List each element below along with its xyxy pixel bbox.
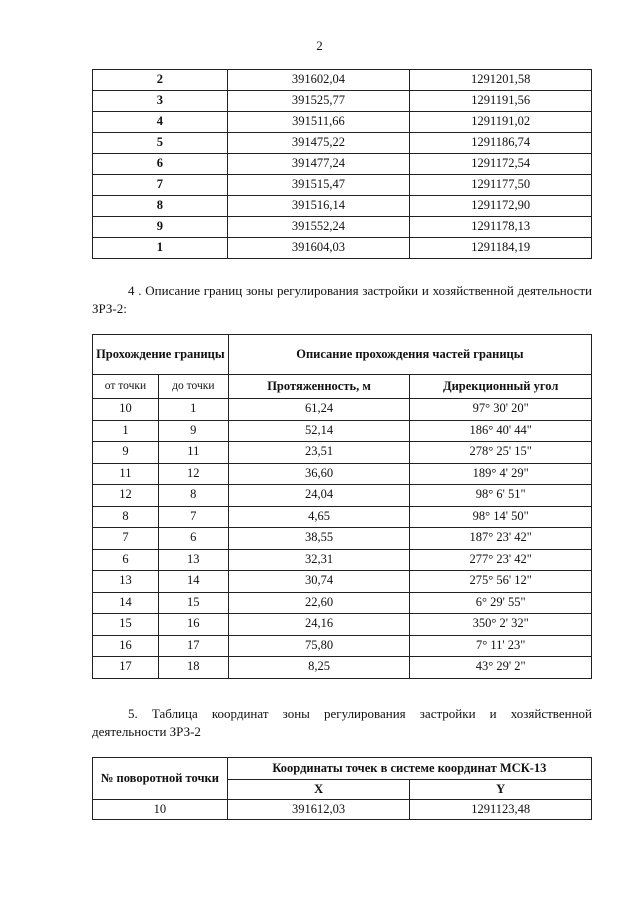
table-cell: 24,04 <box>228 485 410 507</box>
table-cell: 38,55 <box>228 528 410 550</box>
table-cell: 24,16 <box>228 614 410 636</box>
table-cell: 6 <box>158 528 228 550</box>
table-row <box>93 614 592 636</box>
coordinates-table-continued <box>92 69 592 259</box>
page-number: 2 <box>316 38 323 53</box>
header-x: X <box>227 780 410 800</box>
table-cell: 15 <box>93 614 159 636</box>
table-cell: 6° 29' 55" <box>410 592 592 614</box>
table-row <box>93 592 592 614</box>
table-cell: 7 <box>158 506 228 528</box>
table-cell: 13 <box>93 571 159 593</box>
table-cell: 278° 25' 15" <box>410 442 592 464</box>
table-cell: 9 <box>158 420 228 442</box>
table-row <box>93 506 592 528</box>
header-point-number: № поворотной точки <box>93 758 228 800</box>
table-cell: 4 <box>93 112 228 133</box>
table-cell: 391602,04 <box>227 70 410 91</box>
table-cell: 10 <box>93 800 228 820</box>
table-cell: 61,24 <box>228 399 410 421</box>
table-cell: 98° 14' 50" <box>410 506 592 528</box>
table-cell: 17 <box>158 635 228 657</box>
table-cell: 1291178,13 <box>410 217 592 238</box>
table-cell: 6 <box>93 549 159 571</box>
table-cell: 1 <box>158 399 228 421</box>
table-cell: 32,31 <box>228 549 410 571</box>
table-cell: 11 <box>93 463 159 485</box>
table-cell: 75,80 <box>228 635 410 657</box>
zone-coordinates-table <box>92 757 592 820</box>
table-cell: 13 <box>158 549 228 571</box>
table-row <box>93 420 592 442</box>
table-row <box>93 133 592 154</box>
table-cell: 1291184,19 <box>410 238 592 259</box>
table-cell: 8,25 <box>228 657 410 679</box>
table-cell: 43° 29' 2" <box>410 657 592 679</box>
header-angle: Дирекционный угол <box>410 375 592 399</box>
table-cell: 12 <box>93 485 159 507</box>
table-row <box>93 175 592 196</box>
table-cell: 9 <box>93 217 228 238</box>
table-cell: 7 <box>93 175 228 196</box>
table-row <box>93 463 592 485</box>
table-row <box>93 571 592 593</box>
table-cell: 14 <box>93 592 159 614</box>
table-row <box>93 800 592 820</box>
table-cell: 9 <box>93 442 159 464</box>
table-cell: 97° 30' 20" <box>410 399 592 421</box>
table-cell: 1291186,74 <box>410 133 592 154</box>
table-cell: 7° 11' 23" <box>410 635 592 657</box>
table-cell: 6 <box>93 154 228 175</box>
table-cell: 350° 2' 32" <box>410 614 592 636</box>
table-cell: 391525,77 <box>227 91 410 112</box>
table-cell: 22,60 <box>228 592 410 614</box>
header-coordinates: Координаты точек в системе координат МСК-13 <box>227 758 591 780</box>
section-5-paragraph: 5. Таблица координат зоны регулирования застройки и хозяйственной деятельности ЗРЗ-2 <box>92 706 592 739</box>
boundary-description-table <box>92 334 592 679</box>
table-row <box>93 238 592 259</box>
table-row <box>93 70 592 91</box>
table-cell: 391552,24 <box>227 217 410 238</box>
table-cell: 8 <box>93 196 228 217</box>
table-cell: 30,74 <box>228 571 410 593</box>
table-cell: 12 <box>158 463 228 485</box>
table-cell: 391604,03 <box>227 238 410 259</box>
header-description: Описание прохождения частей границы <box>228 335 591 375</box>
table-cell: 1291177,50 <box>410 175 592 196</box>
table-cell: 187° 23' 42" <box>410 528 592 550</box>
table-cell: 1291172,90 <box>410 196 592 217</box>
table-cell: 1291172,54 <box>410 154 592 175</box>
table-cell: 1291191,56 <box>410 91 592 112</box>
header-from-point: от точки <box>93 375 159 399</box>
table-cell: 277° 23' 42" <box>410 549 592 571</box>
table-row <box>93 442 592 464</box>
table-cell: 1 <box>93 238 228 259</box>
table-cell: 14 <box>158 571 228 593</box>
table-row <box>93 154 592 175</box>
table-row <box>93 112 592 133</box>
table-row <box>93 217 592 238</box>
header-passage: Прохождение границы <box>93 335 229 375</box>
table-cell: 1291191,02 <box>410 112 592 133</box>
table-row <box>93 657 592 679</box>
table-row <box>93 528 592 550</box>
table-cell: 189° 4' 29" <box>410 463 592 485</box>
table-cell: 1291123,48 <box>410 800 592 820</box>
table-row <box>93 635 592 657</box>
table-row <box>93 196 592 217</box>
header-y: Y <box>410 780 592 800</box>
table-cell: 16 <box>158 614 228 636</box>
section-4-paragraph: 4 . Описание границ зоны регулирования застройки и хозяйственной деятельности ЗРЗ-2: <box>92 283 592 316</box>
table-cell: 18 <box>158 657 228 679</box>
header-to-point: до точки <box>158 375 228 399</box>
table-cell: 1291201,58 <box>410 70 592 91</box>
table-cell: 5 <box>93 133 228 154</box>
table-cell: 36,60 <box>228 463 410 485</box>
table-row <box>93 485 592 507</box>
table-cell: 391475,22 <box>227 133 410 154</box>
table-cell: 8 <box>158 485 228 507</box>
table-cell: 391515,47 <box>227 175 410 196</box>
table-cell: 391516,14 <box>227 196 410 217</box>
table-cell: 98° 6' 51" <box>410 485 592 507</box>
table-cell: 391612,03 <box>227 800 410 820</box>
table-row <box>93 91 592 112</box>
table-cell: 391511,66 <box>227 112 410 133</box>
table-row <box>93 549 592 571</box>
table-cell: 4,65 <box>228 506 410 528</box>
table-cell: 2 <box>93 70 228 91</box>
table-cell: 11 <box>158 442 228 464</box>
table-cell: 17 <box>93 657 159 679</box>
table-row <box>93 399 592 421</box>
table-cell: 52,14 <box>228 420 410 442</box>
table-cell: 391477,24 <box>227 154 410 175</box>
table-cell: 8 <box>93 506 159 528</box>
table-cell: 10 <box>93 399 159 421</box>
table-cell: 7 <box>93 528 159 550</box>
table-cell: 23,51 <box>228 442 410 464</box>
table-cell: 3 <box>93 91 228 112</box>
table-cell: 275° 56' 12" <box>410 571 592 593</box>
table-cell: 16 <box>93 635 159 657</box>
header-length: Протяженность, м <box>228 375 410 399</box>
table-cell: 1 <box>93 420 159 442</box>
table-cell: 15 <box>158 592 228 614</box>
table-cell: 186° 40' 44" <box>410 420 592 442</box>
